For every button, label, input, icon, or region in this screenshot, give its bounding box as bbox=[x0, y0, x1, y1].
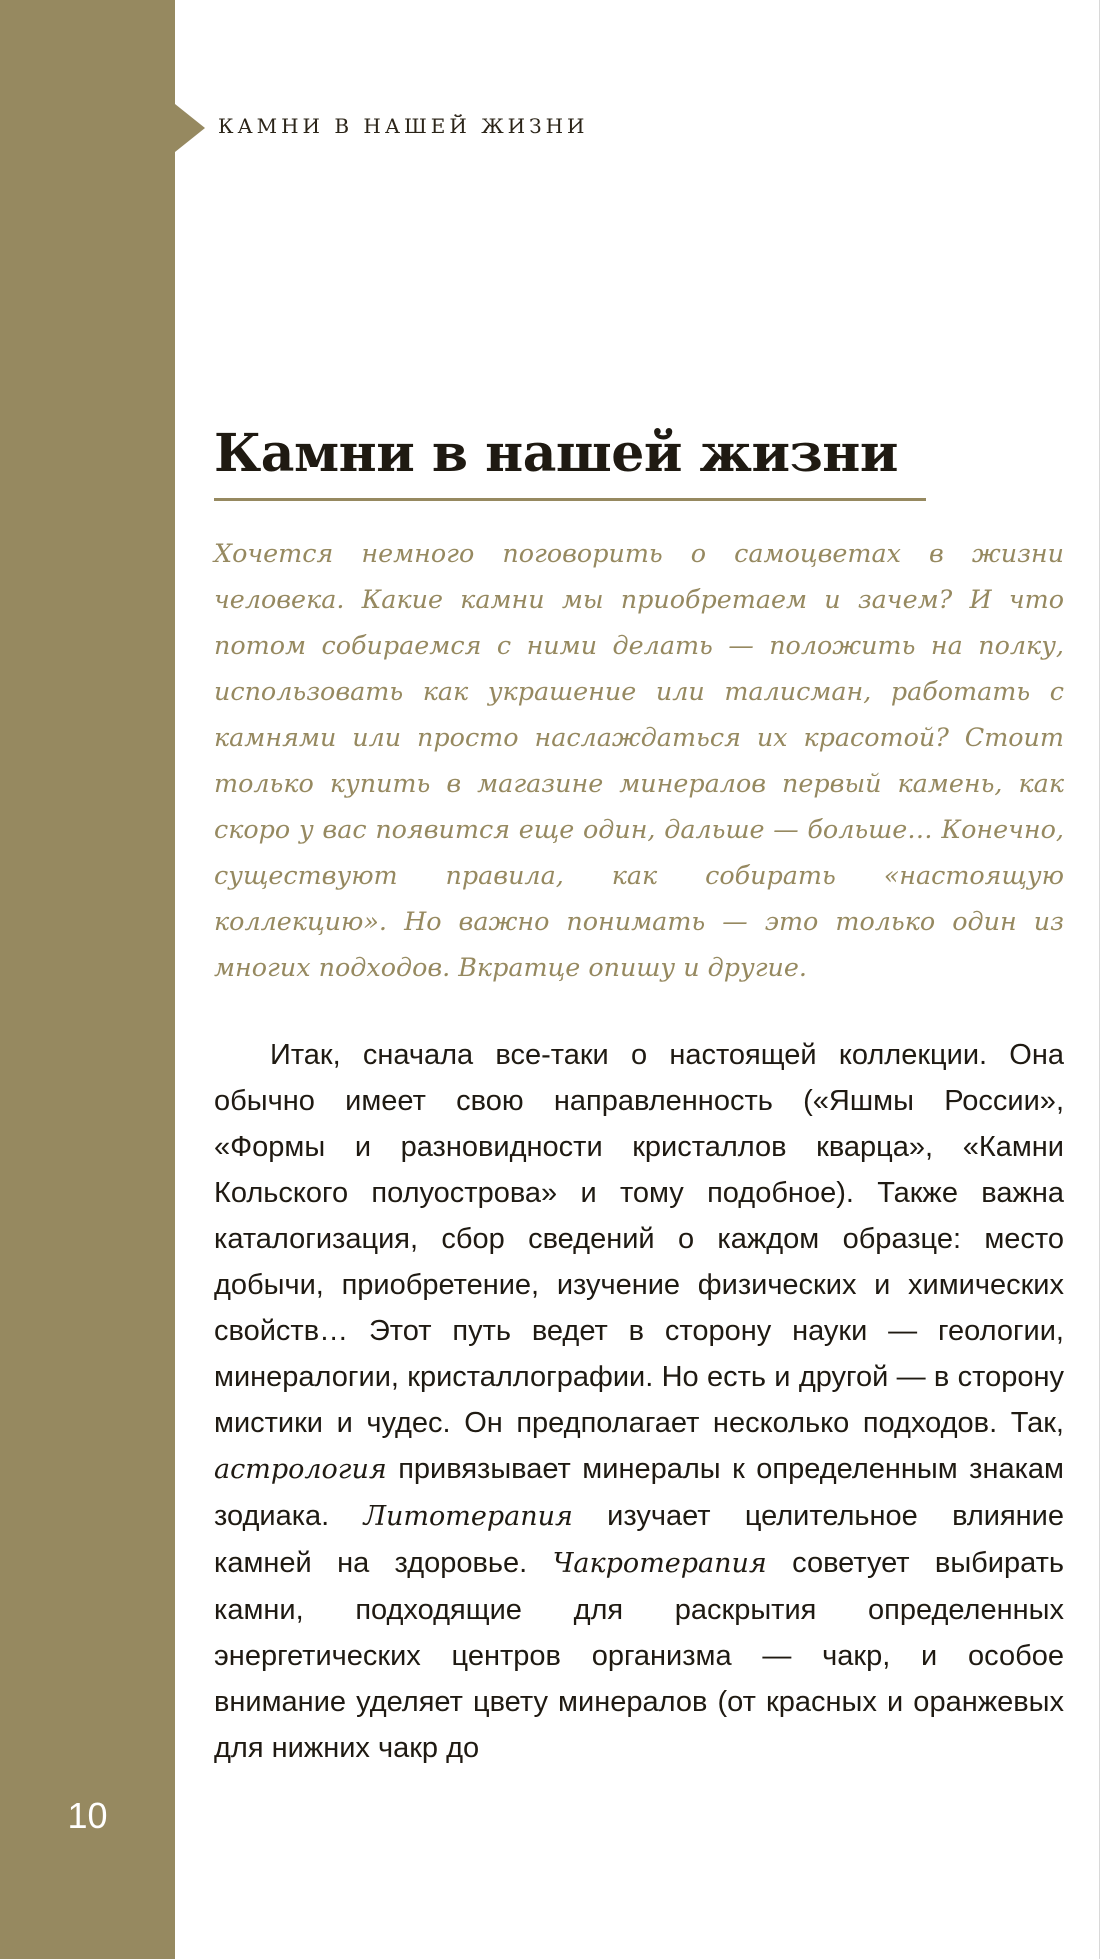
body-text-part: Итак, сначала все-таки о настоящей коллекции. Она обычно имеет свою направленность («Яшмы России», «Формы и разновидности кристаллов кварца», «Камни Кольского полуострова» и тому подобное). Также важна каталогизация, сбор сведений о каждом образце: место добычи, приобретение, изучение физических и химических свойств… Этот путь ведет в сторону науки — геологии, минералогии, кристаллографии. Но есть и другой — в сторону мистики и чудес. Он предполагает несколько подходов. Так, bbox=[214, 1039, 1064, 1439]
running-head: КАМНИ В НАШЕЙ ЖИЗНИ bbox=[218, 114, 589, 138]
chapter-title: Камни в нашей жизни bbox=[214, 423, 898, 484]
body-term-chakrotherapy: Чакротерапия bbox=[552, 1548, 767, 1579]
body-paragraph bbox=[214, 1032, 1064, 1771]
side-color-band bbox=[0, 0, 175, 1959]
body-term-astrology: астрология bbox=[214, 1454, 387, 1485]
page-number: 10 bbox=[67, 1795, 108, 1836]
body-term-lithotherapy: Литотерапия bbox=[363, 1501, 573, 1532]
body-text-part: привязывает минералы к определенным знакам зодиака. bbox=[214, 1453, 1064, 1532]
side-band-arrow-marker bbox=[175, 104, 205, 152]
intro-paragraph: Хочется немного поговорить о самоцветах в жизни человека. Какие камни мы приобретаем и зачем? И что потом собираемся с ними делать — положить на полку, использовать как украшение или талисман, работать с камнями или просто наслаждаться их красотой? Стоит только купить в магазине минералов первый камень, как скоро у вас появится еще один, дальше — больше… Конечно, существуют правила, как собирать «настоящую коллекцию». Но важно понимать — это только один из многих подходов. Вкратце опишу и другие. bbox=[214, 538, 1064, 982]
body-text-part: изучает целительное влияние камней на здоровье. bbox=[214, 1500, 1064, 1579]
title-underline-rule bbox=[214, 498, 926, 501]
body-text-part: советует выбирать камни, подходящие для раскрытия определенных энергетических центров организма — чакр, и особое внимание уделяет цвету минералов (от красных и оранжевых для нижних чакр до bbox=[214, 1547, 1064, 1764]
